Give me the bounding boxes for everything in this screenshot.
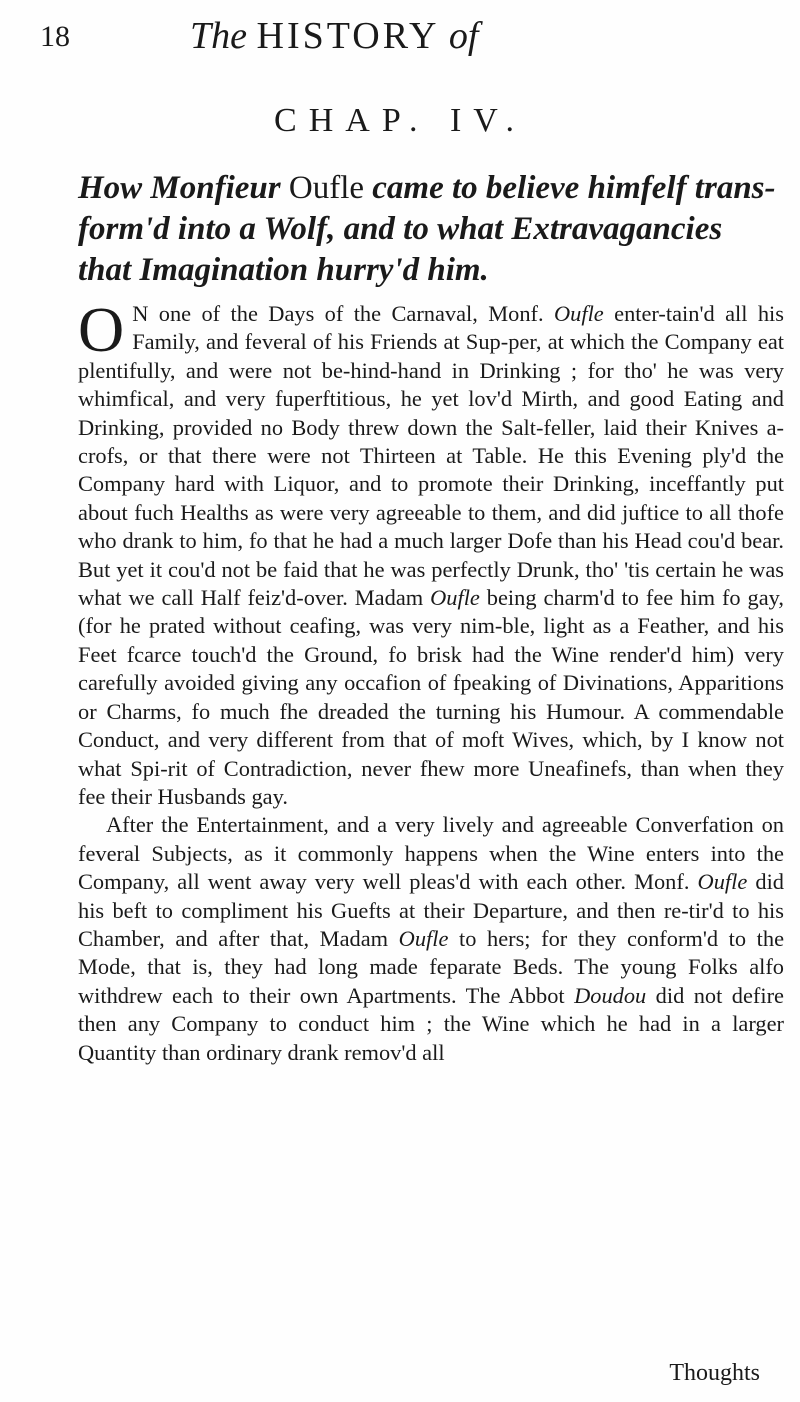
catchword: Thoughts — [669, 1360, 760, 1386]
paragraph-2-segment: did not defire then any Company to conduct him ; the Wine which he had in a larger Quantity than ordinary drank remov'd all — [78, 982, 784, 1065]
running-title-history: HISTORY — [256, 15, 440, 57]
chapter-title-prefix: How Monfieur — [78, 170, 289, 206]
paragraph-1 — [78, 294, 784, 811]
paragraph-1-name: Oufle — [430, 585, 480, 611]
paragraph-1-segment: being charm'd to fee him fo gay, (for he prated without ceafing, was very nim-ble, light as a Feather, and his Feet fcarce touch'd the Ground, fo brisk had the Wine render'd him) very carefully avoided giving any occafion of fpeaking of Divinations, Apparitions or Charms, fo much fhe dreaded the turning his Humour. A commendable Conduct, and very different from that of moft Wives, which, by I know not what Spi-rit of Contradiction, never fhew more Uneafinefs, than when they fee their Husbands gay. — [78, 585, 784, 809]
running-head — [40, 14, 760, 64]
paragraph-2-segment: did his beft to compliment his Guefts at their Departure, and then re-tir'd to his Chamber, and after that, Madam — [78, 869, 784, 951]
paragraph-2 — [78, 811, 784, 1067]
drop-cap: O — [78, 294, 125, 365]
paragraph-2-name: Oufle — [697, 869, 748, 895]
paragraph-2-name: Oufle — [398, 925, 449, 951]
running-title — [190, 14, 478, 58]
running-title-of: of — [448, 15, 479, 57]
chapter-heading: CHAP. IV. — [274, 102, 526, 139]
paragraph-2-segment: After the Entertainment, and a very lively and agreeable Converfation on feveral Subjects, as it commonly happens when the Wine enters into the Company, all went away very well pleas'd with each other. Monf. — [78, 812, 784, 895]
paragraph-1-segment: enter-tain'd all his Family, and feveral of his Friends at Sup-per, at which the Company eat plentifully, and were not be-hind-hand in Drinking ; for tho' he was very whimfical, and very fuperftitious, he yet lov'd Mirth, and good Eating and Drinking, provided no Body threw down the Salt-feller, laid their Knives a-crofs, or that there were not Thirteen at Table. He this Evening ply'd the Company hard with Liquor, and to promote their Drinking, inceffantly put about fuch Healths as were very agreeable to them, and did juftice to all thofe who drank to him, fo that he had a much larger Dofe than his Head cou'd bear. But yet it cou'd not be faid that he was perfectly Drunk, tho' 'tis certain he was what we call Half feiz'd-over. Madam — [78, 301, 784, 611]
paragraph-2-segment: to hers; for they conform'd to the Mode, that is, they had long made feparate Beds. The young Folks alfo withdrew each to their own Apartments. The Abbot — [78, 925, 785, 1008]
paragraph-1-segment: N one of the Days of the Carnaval, Monf. — [132, 301, 554, 326]
page-number: 18 — [40, 20, 70, 53]
paragraph-1-name: Oufle — [554, 301, 604, 326]
paragraph-2-name: Doudou — [574, 982, 647, 1008]
body-text — [78, 294, 785, 1067]
chapter-title — [78, 168, 778, 291]
chapter-title-name: Oufle — [288, 170, 365, 206]
running-title-the: The — [190, 15, 247, 57]
chapter-title-suffix: came to believe himfelf trans- form'd into a Wolf, and to what Extravagancies that Imagination hurry'd him. — [78, 170, 776, 288]
